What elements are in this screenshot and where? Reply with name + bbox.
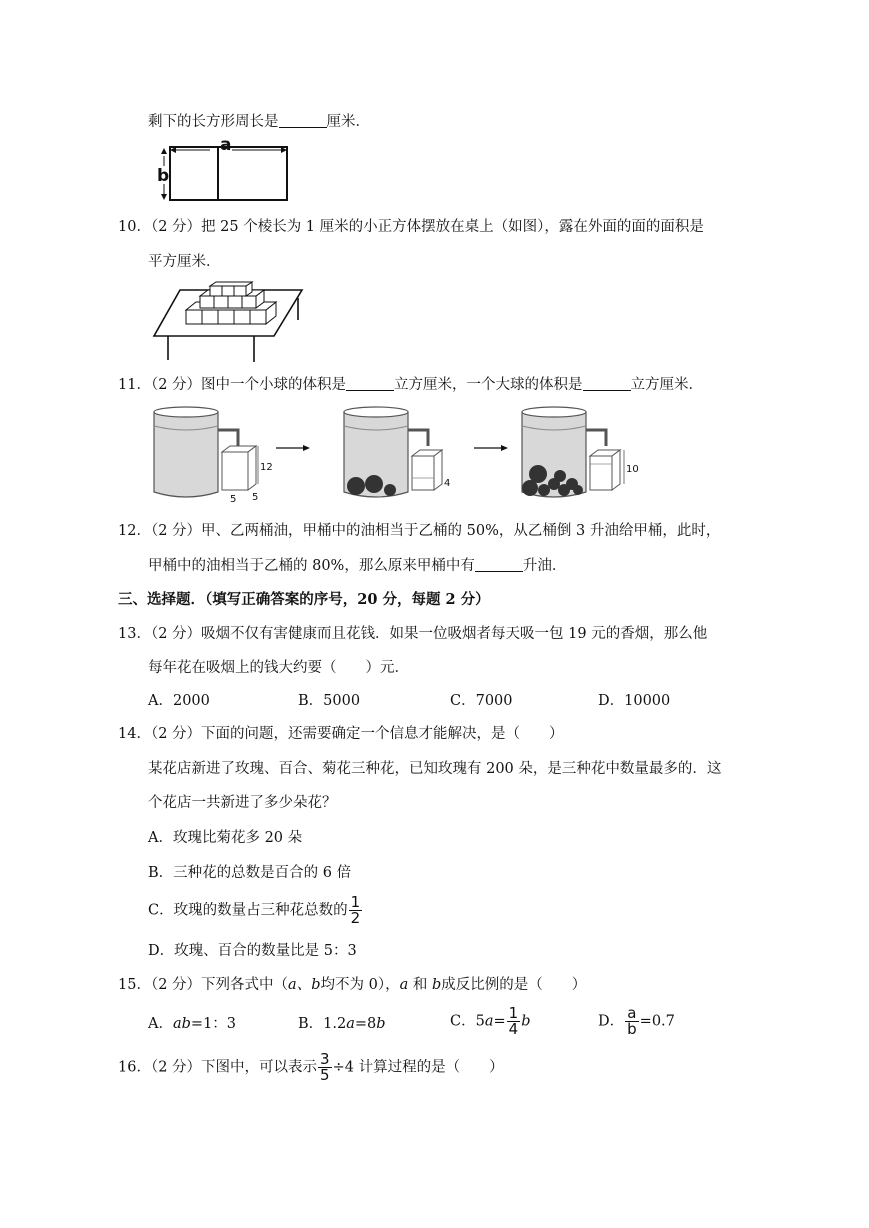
var-b: b: [376, 1016, 386, 1032]
denominator: 2: [350, 909, 361, 927]
q16-line: [118, 1052, 504, 1083]
q14-option-a[interactable]: A．玫瑰比菊花多 20 朵: [148, 830, 303, 846]
section-3-title: 三、选择题．（填写正确答案的序号，20 分，每题 2 分）: [118, 591, 490, 608]
q14-option-c-text: C．玫瑰的数量占三种花总数的: [148, 902, 348, 919]
label-a: a: [220, 135, 232, 155]
denominator: 5: [320, 1066, 330, 1084]
fraction: [318, 1052, 332, 1083]
answer-blank-small-ball[interactable]: [346, 376, 394, 391]
q14-option-d[interactable]: D．玫瑰、百合的数量比是 5：3: [148, 943, 357, 959]
q13-line1: 13．（2 分）吸烟不仅有害健康而且花钱．如果一位吸烟者每天吸一包 19 元的香烟，那么他: [118, 626, 708, 642]
q9-tail: [148, 112, 370, 132]
q15-line1: [118, 975, 586, 995]
q15-mid: 均不为 0），: [320, 977, 400, 993]
q15-option-d[interactable]: [598, 1006, 675, 1037]
q10-cubes-figure: [150, 278, 310, 364]
q13-option-a[interactable]: A．2000: [148, 693, 210, 709]
q15-option-c[interactable]: [450, 1006, 530, 1037]
q9-tail-text: 剩下的长方形周长是: [148, 114, 279, 130]
q13-option-b[interactable]: B．5000: [298, 693, 361, 709]
label-h3: 10: [626, 464, 639, 475]
q15-post: 成反比例的是（ ）: [441, 977, 587, 993]
q15-var-b: b: [431, 977, 442, 993]
var-a: a: [484, 1013, 494, 1030]
answer-blank-big-ball[interactable]: [583, 376, 631, 391]
fraction: [349, 895, 363, 926]
numerator: 1: [350, 893, 361, 911]
expr-rest: =0.7: [639, 1013, 675, 1030]
label-d1: 5: [252, 492, 259, 503]
q12-line2-pre: 甲桶中的油相当于乙桶的 80%，那么原来甲桶中有: [148, 558, 475, 574]
q15-option-a[interactable]: [148, 1014, 236, 1034]
q15-var-a: a: [399, 977, 409, 993]
option-letter: B．1.2: [298, 1016, 347, 1032]
q16-post: ÷4 计算过程的是（ ）: [332, 1059, 504, 1076]
numerator: 3: [320, 1050, 330, 1068]
q14-line3: 个花店一共新进了多少朵花？: [148, 795, 337, 811]
equals: =: [493, 1013, 506, 1030]
q11-text-mid: 立方厘米，一个大球的体积是: [394, 377, 583, 393]
expr-mid: =8: [354, 1016, 377, 1032]
option-letter: D．: [598, 1013, 625, 1030]
q14-option-b[interactable]: B．三种花的总数是百合的 6 倍: [148, 865, 352, 881]
q15-and: 和: [412, 977, 428, 993]
q9-rectangle-figure: [150, 134, 290, 202]
q9-tail-unit: 厘米．: [326, 114, 370, 130]
numerator: 1: [508, 1004, 519, 1022]
fraction: [507, 1006, 521, 1037]
label-h1: 12: [260, 462, 273, 473]
fraction: [625, 1006, 639, 1037]
denominator: 4: [508, 1020, 519, 1038]
q11-text-post: 立方厘米．: [630, 377, 704, 393]
denominator: b: [627, 1020, 637, 1038]
q12-line2-post: 升油．: [522, 558, 567, 574]
var-a: a: [346, 1016, 355, 1032]
expr-rest: =1：3: [190, 1016, 237, 1032]
q11-text: [118, 375, 703, 395]
q10-line2: 平方厘米．: [148, 254, 221, 270]
container-1: [154, 407, 273, 504]
container-3: [522, 407, 639, 497]
q14-line2: 某花店新进了玫瑰、百合、菊花三种花，已知玫瑰有 200 朵，是三种花中数量最多的．这: [148, 761, 722, 777]
q13-option-c[interactable]: C．7000: [450, 693, 513, 709]
option-letter: C．5: [450, 1013, 485, 1030]
numerator: a: [627, 1004, 637, 1022]
answer-blank[interactable]: [279, 113, 327, 128]
q15-pre: 15．（2 分）下列各式中（: [118, 977, 289, 993]
q15-vars: a、b: [288, 977, 321, 993]
q12-line2: [148, 556, 566, 576]
label-b: b: [157, 166, 170, 186]
var-b: b: [521, 1013, 531, 1030]
q14-option-c[interactable]: [148, 895, 363, 926]
q16-pre: 16．（2 分）下图中，可以表示: [118, 1059, 318, 1076]
q11-overflow-figure: [150, 404, 650, 504]
q12-line1: 12．（2 分）甲、乙两桶油，甲桶中的油相当于乙桶的 50%，从乙桶倒 3 升油给甲桶，此时，: [118, 523, 721, 539]
answer-blank[interactable]: [475, 557, 523, 572]
q10-line1: 10．（2 分）把 25 个棱长为 1 厘米的小正方体摆放在桌上（如图），露在外面的面的面积是: [118, 219, 704, 235]
expr: ab: [172, 1016, 191, 1032]
q13-option-d[interactable]: D．10000: [598, 693, 671, 709]
option-letter: A．: [148, 1016, 173, 1032]
container-2: [344, 407, 450, 497]
q13-line2: 每年花在吸烟上的钱大约要（ ）元．: [148, 660, 409, 676]
label-w1: 5: [230, 494, 237, 504]
q14-line1: 14．（2 分）下面的问题，还需要确定一个信息才能解决，是（ ）: [118, 726, 564, 742]
q11-text-pre: 11．（2 分）图中一个小球的体积是: [118, 377, 347, 393]
label-h2: 4: [444, 478, 451, 489]
q15-option-b[interactable]: [298, 1014, 386, 1034]
